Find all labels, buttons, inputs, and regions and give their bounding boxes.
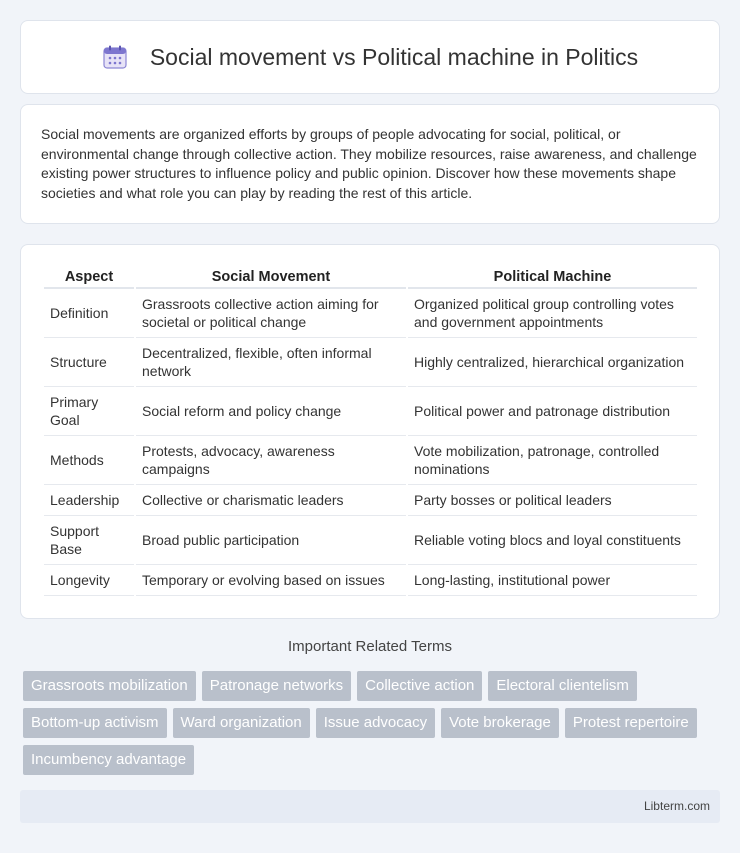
row-political-machine: Highly centralized, hierarchical organization bbox=[408, 338, 697, 387]
row-social-movement: Collective or charismatic leaders bbox=[136, 485, 406, 516]
row-aspect: Longevity bbox=[44, 565, 134, 596]
header-aspect: Aspect bbox=[44, 263, 134, 289]
related-term-tag[interactable]: Issue advocacy bbox=[316, 708, 435, 738]
related-term-tag[interactable]: Protest repertoire bbox=[565, 708, 697, 738]
intro-card bbox=[20, 104, 720, 224]
row-aspect: Structure bbox=[44, 338, 134, 387]
related-term-tag[interactable]: Patronage networks bbox=[202, 671, 351, 701]
table-row bbox=[44, 338, 697, 387]
row-social-movement: Social reform and policy change bbox=[136, 387, 406, 436]
related-term-tag[interactable]: Incumbency advantage bbox=[23, 745, 194, 775]
row-social-movement: Protests, advocacy, awareness campaigns bbox=[136, 436, 406, 485]
row-social-movement: Broad public participation bbox=[136, 516, 406, 565]
related-term-tag[interactable]: Electoral clientelism bbox=[488, 671, 637, 701]
page-title: Social movement vs Political machine in Politics bbox=[149, 43, 639, 70]
related-term-tag[interactable]: Ward organization bbox=[173, 708, 310, 738]
row-social-movement: Grassroots collective action aiming for societal or political change bbox=[136, 289, 406, 338]
table-row bbox=[44, 289, 697, 338]
row-aspect: Primary Goal bbox=[44, 387, 134, 436]
comparison-table bbox=[42, 263, 699, 596]
footer bbox=[20, 790, 720, 823]
related-term-tag[interactable]: Grassroots mobilization bbox=[23, 671, 196, 701]
header-political-machine: Political Machine bbox=[408, 263, 697, 289]
related-term-tag[interactable]: Bottom-up activism bbox=[23, 708, 167, 738]
related-terms-list bbox=[23, 671, 723, 775]
row-aspect: Definition bbox=[44, 289, 134, 338]
row-social-movement: Temporary or evolving based on issues bbox=[136, 565, 406, 596]
table-row bbox=[44, 387, 697, 436]
row-political-machine: Political power and patronage distribution bbox=[408, 387, 697, 436]
comparison-table-card bbox=[20, 244, 720, 619]
row-social-movement: Decentralized, flexible, often informal network bbox=[136, 338, 406, 387]
header-social-movement: Social Movement bbox=[136, 263, 406, 289]
row-political-machine: Reliable voting blocs and loyal constituents bbox=[408, 516, 697, 565]
row-aspect: Methods bbox=[44, 436, 134, 485]
table-header-row bbox=[44, 263, 697, 289]
title-card bbox=[20, 20, 720, 94]
row-aspect: Support Base bbox=[44, 516, 134, 565]
table-row bbox=[44, 485, 697, 516]
calendar-icon bbox=[102, 44, 128, 70]
table-row bbox=[44, 565, 697, 596]
row-political-machine: Vote mobilization, patronage, controlled nominations bbox=[408, 436, 697, 485]
row-political-machine: Long-lasting, institutional power bbox=[408, 565, 697, 596]
footer-brand-link[interactable]: Libterm.com bbox=[643, 799, 710, 813]
row-political-machine: Party bosses or political leaders bbox=[408, 485, 697, 516]
related-terms-heading: Important Related Terms bbox=[288, 638, 452, 655]
row-aspect: Leadership bbox=[44, 485, 134, 516]
table-row bbox=[44, 436, 697, 485]
table-row bbox=[44, 516, 697, 565]
related-term-tag[interactable]: Collective action bbox=[357, 671, 482, 701]
row-political-machine: Organized political group controlling votes and government appointments bbox=[408, 289, 697, 338]
related-term-tag[interactable]: Vote brokerage bbox=[441, 708, 559, 738]
intro-paragraph: Social movements are organized efforts by groups of people advocating for social, political, or environmental change through collective action. They mobilize resources, raise awareness, and challenge existing power structures to influence policy and public opinion. Discover how these movements shape societies and what role you can play by reading the rest of this article. bbox=[41, 126, 697, 201]
